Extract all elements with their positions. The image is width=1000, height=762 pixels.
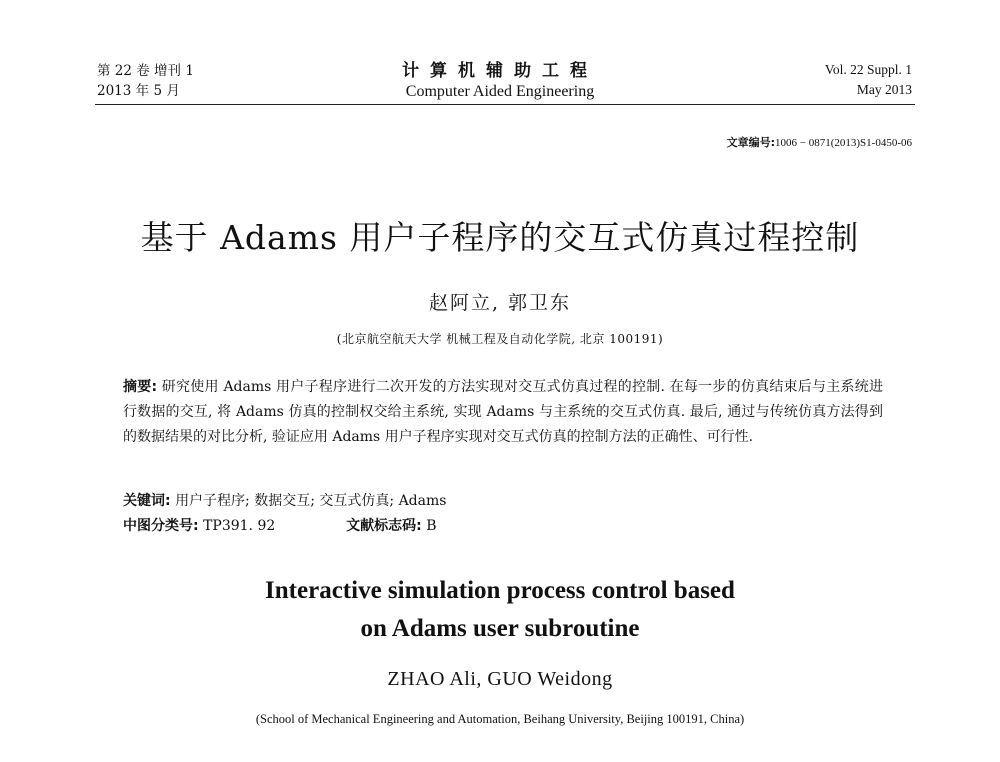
doc-code-value: B xyxy=(426,518,437,534)
article-number-label: 文章编号: xyxy=(726,136,776,149)
header-volume-en: Vol. 22 Suppl. 1 xyxy=(824,62,912,77)
clc-label: 中图分类号: xyxy=(123,518,199,534)
header-divider xyxy=(95,104,915,105)
abstract xyxy=(123,375,883,450)
keywords xyxy=(123,490,446,510)
header-date-zh: 2013 年 5 月 xyxy=(97,83,180,99)
abstract-text: 研究使用 Adams 用户子程序进行二次开发的方法实现对交互式仿真过程的控制. 在每一步的仿真结束后与主系统进行数据的交互, 将 Adams 仿真的控制权交给主系统, 实现 Adams 与主系统的交互式仿真. 最后, 通过与传统仿真方法得到的数据结果的对比分析, 验证应用 Adams 用户子程序实现对交互式仿真的控制方法的正确性、可行性. xyxy=(123,379,884,445)
clc-value: TP391. 92 xyxy=(203,518,276,534)
affiliation-zh: (北京航空航天大学 机械工程及自动化学院, 北京 100191) xyxy=(336,332,664,346)
keywords-text: 用户子程序; 数据交互; 交互式仿真; Adams xyxy=(175,493,447,509)
paper-title-en: Interactive simulation process control based on Adams user subroutine xyxy=(265,577,735,642)
abstract-label: 摘要: xyxy=(123,379,158,395)
paper-title-zh: 基于 Adams 用户子程序的交互式仿真过程控制 xyxy=(140,218,860,257)
classification xyxy=(123,515,437,535)
article-number xyxy=(727,134,912,150)
keywords-label: 关键词: xyxy=(123,493,171,509)
doc-code-label: 文献标志码: xyxy=(346,518,422,534)
article-number-value: 1006 − 0871(2013)S1-0450-06 xyxy=(775,137,912,149)
journal-title-en: Computer Aided Engineering xyxy=(405,83,595,100)
header-volume-zh: 第 22 卷 增刊 1 xyxy=(97,63,194,79)
header-date-en: May 2013 xyxy=(856,82,912,97)
affiliation-en: (School of Mechanical Engineering and Automation, Beihang University, Beijing 100191, China) xyxy=(255,712,745,726)
authors-zh: 赵阿立, 郭卫东 xyxy=(428,292,572,314)
journal-title-zh: 计算机辅助工程 xyxy=(402,61,598,81)
authors-en: ZHAO Ali, GUO Weidong xyxy=(387,668,613,690)
